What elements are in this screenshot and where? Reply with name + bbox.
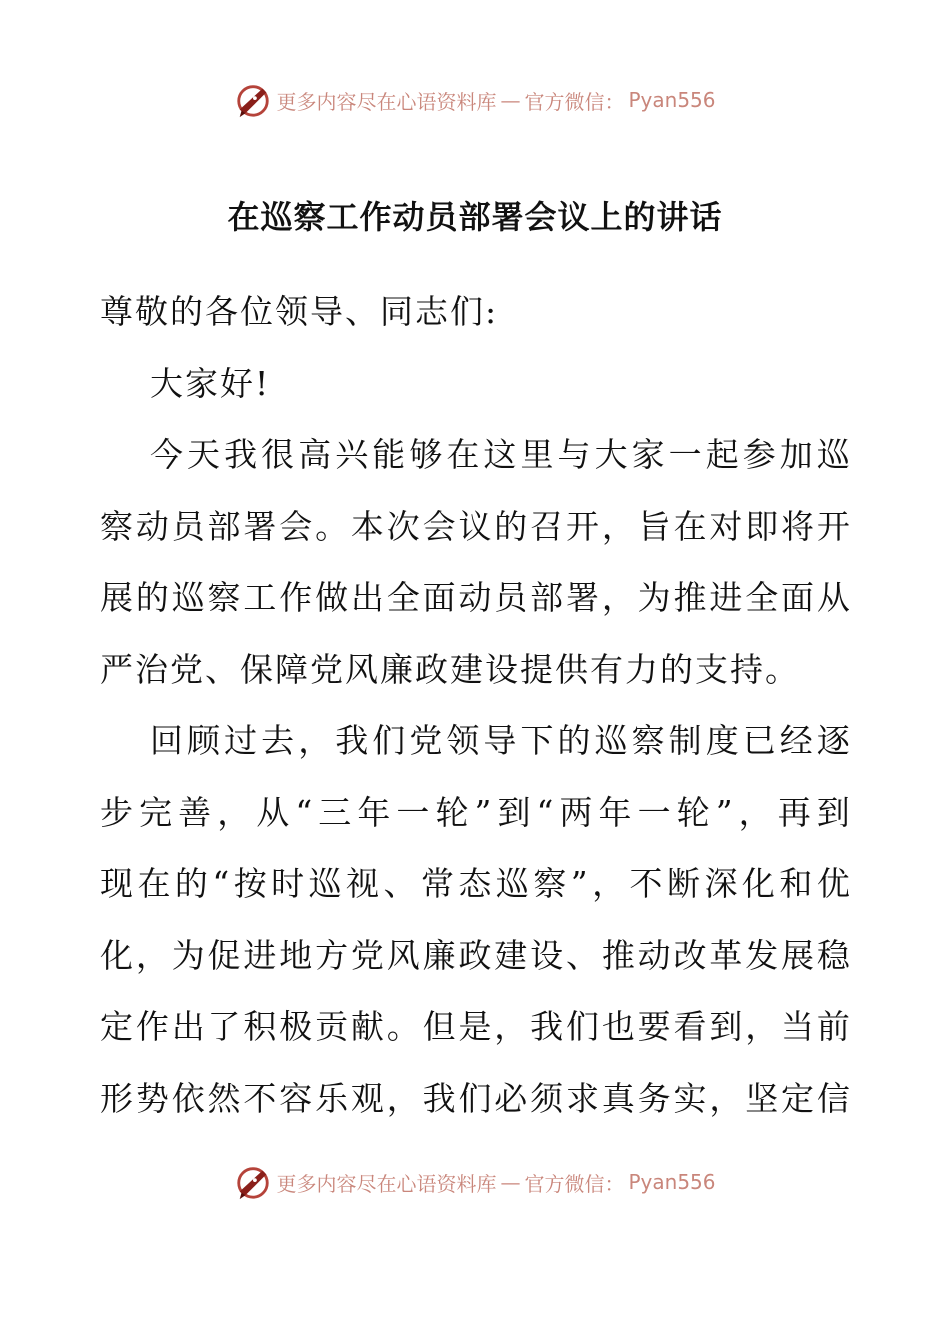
paragraph-line: 现 在 的 “ 按 时 巡 视 、 常 态 巡 察 ” ， 不 断 深 化 和 优: [100, 864, 850, 903]
paragraph-line: 察 动 员 部 署 会 。 本 次 会 议 的 召 开 ， 旨 在 对 即 将 开: [100, 506, 850, 546]
watermark-wechat-id: Pyan556: [628, 1170, 716, 1194]
paragraph-line: 尊敬的各位领导、同志们:: [100, 292, 499, 331]
paragraph-line: 回 顾 过 去 ， 我 们 党 领 导 下 的 巡 察 制 度 已 经 逐: [150, 721, 850, 760]
document-title: 在巡察工作动员部署会议上的讲话: [227, 198, 723, 236]
fountain-pen-logo-icon: [234, 81, 272, 119]
paragraph-line: 大家好!: [150, 363, 271, 403]
watermark-wechat-label: 官方微信：: [524, 1171, 625, 1196]
paragraph-line: 今 天 我 很 高 兴 能 够 在 这 里 与 大 家 一 起 参 加 巡: [150, 435, 850, 474]
watermark-dash: —: [500, 88, 521, 112]
watermark-brand: 更多内容尽在心语资料库: [276, 1171, 497, 1196]
watermark-dash: —: [500, 1170, 521, 1194]
header-watermark: [0, 80, 950, 120]
paragraph-line: 化 ， 为 促 进 地 方 党 风 廉 政 建 设 、 推 动 改 革 发 展 稳: [100, 935, 850, 975]
watermark-brand: 更多内容尽在心语资料库: [276, 89, 497, 114]
paragraph-line: 步 完 善 ， 从 “ 三 年 一 轮 ” 到 “ 两 年 一 轮 ” ， 再 到: [100, 792, 850, 832]
watermark-wechat-label: 官方微信：: [524, 89, 625, 114]
fountain-pen-logo-icon: [234, 1163, 272, 1201]
paragraph-line: 严治党、保障党风廉政建设提供有力的支持。: [100, 649, 800, 689]
footer-watermark: [0, 1162, 950, 1202]
paragraph-line: 展 的 巡 察 工 作 做 出 全 面 动 员 部 署 ， 为 推 进 全 面 从: [100, 578, 850, 617]
paragraph-line: 形 势 依 然 不 容 乐 观 ， 我 们 必 须 求 真 务 实 ， 坚 定 信: [100, 1078, 850, 1118]
watermark-wechat-id: Pyan556: [628, 88, 716, 112]
paragraph-line: 定 作 出 了 积 极 贡 献 。 但 是 ， 我 们 也 要 看 到 ， 当 前: [100, 1007, 850, 1046]
